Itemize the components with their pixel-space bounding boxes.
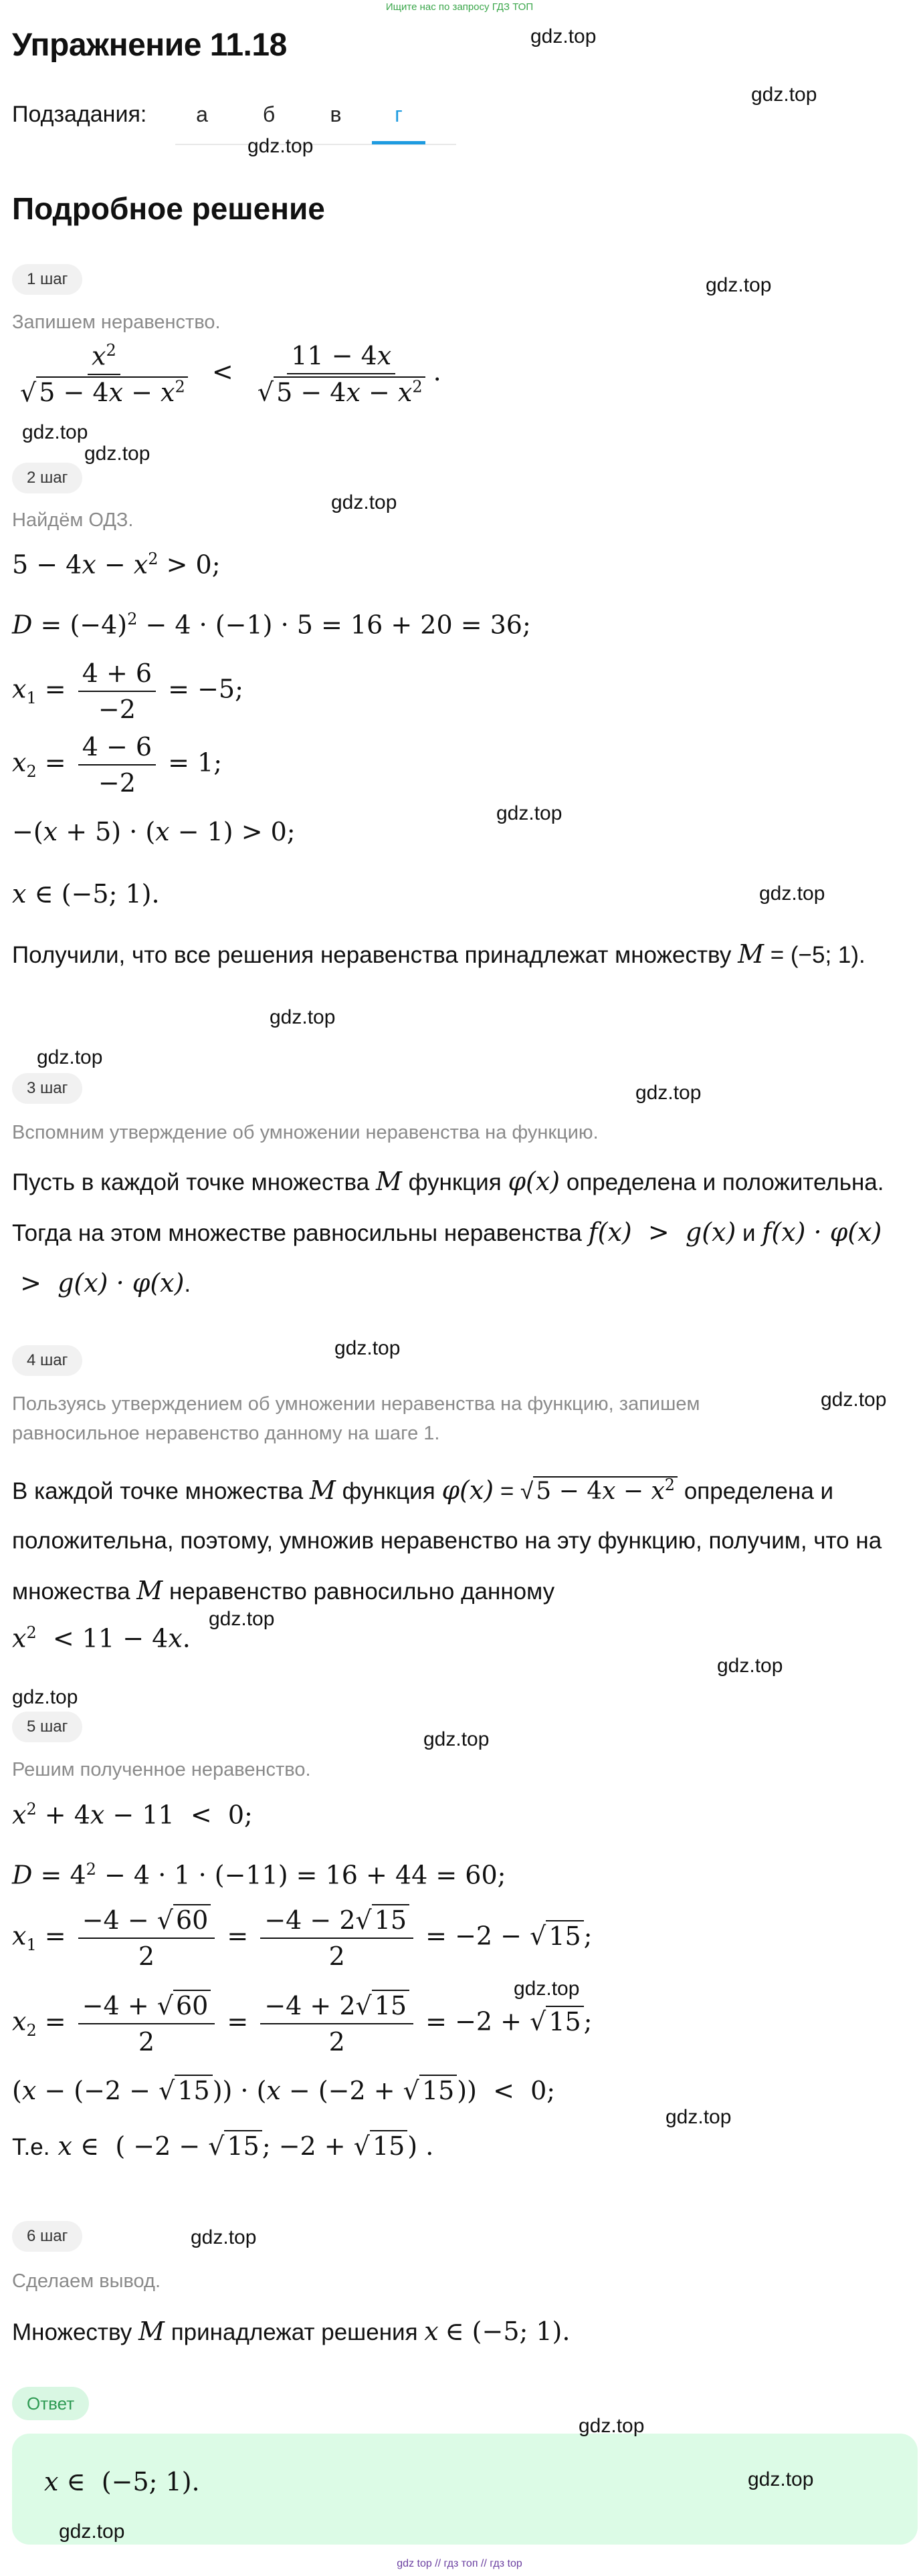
- step-1-inequality: $\frac{x^2}{√ 5 - 4x - x^2}$ < $\frac{11 - 4x}{√ 5 - 4x - x^2}$ .: [20, 341, 441, 408]
- bottom-links[interactable]: gdz top // гдз топ // гдз top: [397, 2558, 522, 2569]
- watermark: gdz.top: [717, 1655, 783, 1677]
- step-6-hint: Сделаем вывод.: [12, 2270, 161, 2292]
- tab-v[interactable]: в: [330, 102, 342, 126]
- root-x2-step2: $x_2$ = $\frac{4 - 6}{-2}$ = 1;: [12, 732, 223, 798]
- step-3-hint: Вспомним утверждение об умножении неравенства на функцию.: [12, 1122, 599, 1143]
- step-2-conclusion: Получили, что все решения неравенства принадлежат множеству M = (−5; 1).: [12, 939, 865, 969]
- watermark: gdz.top: [530, 25, 597, 47]
- subtasks-label: Подзадания:: [12, 102, 147, 127]
- watermark: gdz.top: [579, 2415, 645, 2437]
- watermark: gdz.top: [423, 1728, 490, 1750]
- step-3-statement: Пусть в каждой точке множества M функция φ(x) определена и положительна. Тогда на этом множестве равносильны неравенства f(x) > g(x) и f(x) · φ(x) > g(x) · φ(x).: [12, 1167, 884, 1298]
- tab-g[interactable]: г: [372, 102, 425, 144]
- step-1-hint: Запишем неравенство.: [12, 312, 221, 333]
- tab-b[interactable]: б: [262, 102, 276, 126]
- factored-quadratic: (x − (−2 − √ 15 )) · (x − (−2 + √ 15 )) < 0;: [12, 2076, 556, 2105]
- watermark: gdz.top: [22, 421, 88, 443]
- root-x2-step5: $x_2$ = $\frac{-4 + √ 60}{2}$ = $\frac{-4 + 2√ 15}{2}$ = −2 + √ 15 ;: [12, 1991, 593, 2057]
- watermark: gdz.top: [270, 1006, 336, 1028]
- root-x1-step2: $x_1$ = $\frac{4 + 6}{-2}$ = −5;: [12, 659, 243, 724]
- root-x1-step5: $x_1$ = $\frac{-4 - √ 60}{2}$ = $\frac{-4 - 2√ 15}{2}$ = −2 − √ 15 ;: [12, 1905, 593, 1971]
- watermark: gdz.top: [331, 491, 397, 513]
- step-6-conclusion: Множеству M принадлежат решения x ∈ (−5; 1).: [12, 2317, 571, 2346]
- watermark: gdz.top: [209, 1608, 275, 1630]
- watermark: gdz.top: [37, 1046, 103, 1068]
- page-title: Упражнение 11.18: [12, 27, 287, 63]
- step-5-badge: 5 шаг: [12, 1712, 82, 1742]
- watermark: gdz.top: [191, 2226, 257, 2248]
- step-4-badge: 4 шаг: [12, 1345, 82, 1376]
- subtask-tabs: [175, 90, 456, 145]
- step-5-result: Т.е. x ∈ ( −2 − √ 15 ; −2 + √ 15 ) .: [12, 2131, 434, 2161]
- step-6-badge: 6 шаг: [12, 2221, 82, 2252]
- answer-value: x ∈ (−5; 1).: [44, 2467, 200, 2496]
- watermark: gdz.top: [59, 2521, 125, 2543]
- factored-odz: −(x + 5) · (x − 1) > 0;: [12, 817, 296, 846]
- section-title: Подробное решение: [12, 191, 325, 226]
- watermark: gdz.top: [496, 802, 563, 824]
- watermark: gdz.top: [706, 274, 772, 296]
- watermark: gdz.top: [759, 883, 825, 905]
- watermark: gdz.top: [748, 2468, 814, 2490]
- watermark: gdz.top: [334, 1337, 401, 1359]
- watermark: gdz.top: [821, 1389, 887, 1411]
- step-2-conclusion-text: Получили, что все решения неравенства принадлежат множеству: [12, 942, 732, 968]
- step-2-hint: Найдём ОДЗ.: [12, 509, 134, 531]
- watermark: gdz.top: [666, 2106, 732, 2128]
- tab-a[interactable]: а: [196, 102, 208, 126]
- discriminant-1: $D = (-4)^2 - 4 \cdot (-1) \cdot 5 = 16 + 20 = 36$;: [12, 610, 531, 640]
- odz-interval: x ∈ (−5; 1).: [12, 879, 160, 909]
- watermark: gdz.top: [247, 135, 314, 157]
- step-4-hint: Пользуясь утверждением об умножении неравенства на функцию, запишем равносильное неравенство данному на шаге 1.: [12, 1393, 700, 1444]
- step-2-badge: 2 шаг: [12, 463, 82, 493]
- quadratic-inequality: $x^2 + 4x - 11 < 0$;: [12, 1800, 253, 1830]
- watermark: gdz.top: [12, 1686, 78, 1708]
- step-4-statement: В каждой точке множества M функция φ(x) = √ $5 - 4x - x^2$ определена и положительна, поэтому, умножив неравенство на эту функцию, получим, что на множества M неравенство равносильно данному: [12, 1476, 882, 1605]
- step-3-badge: 3 шаг: [12, 1073, 82, 1104]
- watermark: gdz.top: [751, 84, 817, 106]
- discriminant-2: $D = 4^2 - 4 \cdot 1 \cdot (-11) = 16 + 44 = 60$;: [12, 1860, 506, 1890]
- odz-inequality: $5 - 4x - x^2 > 0$;: [12, 550, 221, 580]
- top-note: Ищите нас по запросу ГДЗ ТОП: [385, 1, 534, 13]
- step-1-badge: 1 шаг: [12, 264, 82, 295]
- watermark: gdz.top: [514, 1978, 580, 2000]
- watermark: gdz.top: [84, 443, 150, 465]
- step-5-hint: Решим полученное неравенство.: [12, 1759, 311, 1780]
- watermark: gdz.top: [635, 1082, 702, 1104]
- step-4-inequality: $x^2 < 11 - 4x$.: [12, 1623, 191, 1653]
- answer-badge: Ответ: [12, 2387, 89, 2420]
